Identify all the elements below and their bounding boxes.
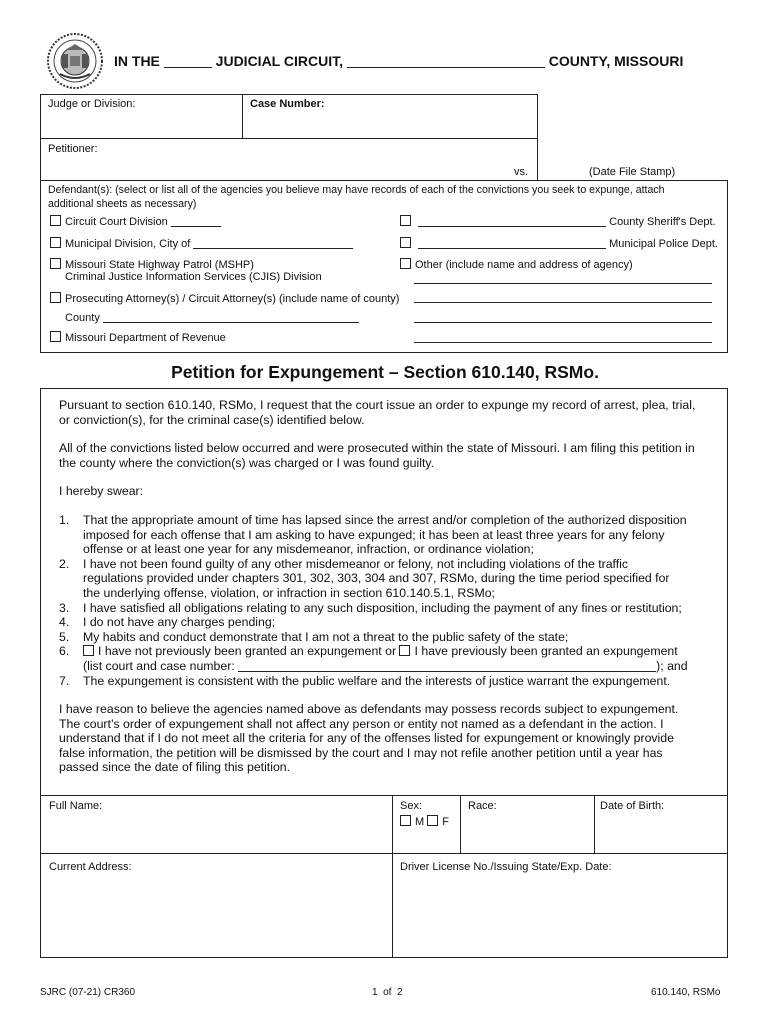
dob-label: Date of Birth: [600,800,665,812]
sex-options [400,815,449,828]
state-seal-icon [46,32,104,90]
item1-line3: offense or at least one year for any misdemeanor, infraction, or ordinance violation; [83,542,534,557]
sheriff-county-field[interactable] [418,215,606,227]
mshp-label: Missouri State Highway Patrol (MSHP) [65,259,254,271]
item6-option-b: I have previously been granted an expungement [414,644,678,659]
sheriff-label: County Sheriff's Dept. [609,216,716,228]
page-number: 1 of 2 [372,987,403,998]
item5-text: My habits and conduct demonstrate that I am not a threat to the public safety of the state; [83,629,569,644]
judge-division-label: Judge or Division: [48,98,136,110]
other-agency-line-3[interactable] [414,322,712,323]
other-agency-line-4[interactable] [414,342,712,343]
other-agency-line-2[interactable] [414,302,712,303]
prosecuting-checkbox[interactable] [50,292,61,303]
other-label: Other (include name and address of agency) [415,259,633,271]
not-previously-granted-checkbox[interactable] [83,645,94,656]
para1-line1: Pursuant to section 610.140, RSMo, I request that the court issue an order to expunge my record of arrest, plea, trial, [59,398,696,412]
para3-line4: false information, the petition will be dismissed by the court and I may not refile another petition until a year has [59,745,663,760]
county-field[interactable] [103,311,359,323]
para1-line2: or conviction(s), for the criminal case(s) identified below. [59,412,365,427]
swear-line: I hereby swear: [59,484,144,499]
case-number-label: Case Number: [250,98,325,110]
agency-county [65,311,359,324]
agency-circuit-court [50,215,221,228]
female-label: F [442,816,449,828]
form-id: SJRC (07-21) CR360 [40,987,136,998]
item1-line2: imposed for each offense that I am asking to have expunged; it has been at least three years for any felony [83,527,665,542]
petitioner-label: Petitioner: [48,143,98,155]
race-field[interactable] [468,816,588,848]
dob-field[interactable] [600,816,722,848]
agency-municipal-division [50,237,353,250]
para2-line2: the county where the conviction(s) was charged or I was found guilty. [59,455,435,470]
other-agency-line-1[interactable] [414,283,712,284]
driver-license-field[interactable] [400,878,722,952]
other-checkbox[interactable] [400,258,411,269]
defendants-label: Defendant(s): (select or list all of the agencies you believe may have records of each of the convictions you seek to expunge, attach [48,184,665,196]
header-judicial-circuit: JUDICIAL CIRCUIT, [215,53,343,69]
sex-male-checkbox[interactable] [400,815,411,826]
municipal-city-field[interactable] [193,237,353,249]
header-in-the: IN THE [114,53,160,69]
header-county-missouri: COUNTY, MISSOURI [548,53,684,69]
petition-body [59,398,724,775]
county-label: County [65,312,100,324]
circuit-court-label: Circuit Court Division [65,216,168,228]
agency-other [400,258,633,271]
sheriff-checkbox[interactable] [400,215,411,226]
item6-and-label: ); and [656,658,688,673]
list-item [59,557,724,601]
current-address-label: Current Address: [49,861,132,873]
circuit-number-field[interactable] [164,56,212,68]
prosecuting-label: Prosecuting Attorney(s) / Circuit Attorney(s) (include name of county) [65,293,400,305]
case-number-field[interactable] [250,112,532,136]
header-title [114,53,683,69]
defendants-label-cont: additional sheets as necessary) [48,198,197,210]
item6-list-court-label: (list court and case number: [83,658,235,673]
para3-line2: The court’s order of expungement shall not affect any person or entity not named as a defendant in the action. I [59,716,664,731]
circuit-court-division-field[interactable] [171,215,221,227]
para2-line1: All of the convictions listed below occurred and were prosecuted within the state of Missouri. I am filing this petition in [59,441,695,456]
item-number: 6. [59,644,70,659]
sex-label: Sex: [400,800,423,812]
sworn-items-list [59,513,724,688]
item4-text: I do not have any charges pending; [83,615,276,630]
full-name-label: Full Name: [49,800,103,812]
item-number: 2. [59,556,70,571]
petitioner-field[interactable] [48,157,518,177]
mshp-cjis-label: Criminal Justice Information Services (CJIS) Division [65,271,322,283]
item-number: 5. [59,629,70,644]
agency-police [400,237,718,250]
list-item [59,630,724,645]
list-item [59,601,724,616]
agency-prosecuting [50,292,399,305]
current-address-field[interactable] [48,878,386,952]
driver-license-label: Driver License No./Issuing State/Exp. Date: [400,861,612,873]
police-label: Municipal Police Dept. [609,238,718,250]
item2-line3: the underlying offense, violation, or infraction in section 610.140.5.1, RSMo; [83,585,495,600]
full-name-field[interactable] [48,816,386,848]
municipal-division-checkbox[interactable] [50,237,61,248]
mshp-checkbox[interactable] [50,258,61,269]
municipal-division-label: Municipal Division, City of [65,238,191,250]
item1-line1: That the appropriate amount of time has lapsed since the arrest and/or completion of the authorized disposition [83,512,687,527]
male-label: M [415,816,425,828]
list-item [59,513,724,557]
para3-line5: passed since the date of filing this petition. [59,760,291,775]
item6-option-a: I have not previously been granted an expungement or [98,644,397,659]
item2-line1: I have not been found guilty of any other misdemeanor or felony, not including violations of the traffic [83,556,629,571]
item-number: 3. [59,600,70,615]
circuit-court-checkbox[interactable] [50,215,61,226]
para3-line3: understand that if I do not meet all the criteria for any of the offenses listed for expungement or knowingly provide [59,731,674,746]
race-label: Race: [468,800,497,812]
list-item [59,615,724,630]
previously-granted-checkbox[interactable] [399,645,410,656]
vs-label: vs. [514,166,529,178]
police-municipality-field[interactable] [418,237,606,249]
item-number: 4. [59,615,70,630]
item-number: 1. [59,512,70,527]
prior-court-case-field[interactable] [238,660,656,672]
petition-title: Petition for Expungement – Section 610.140, RSMo. [171,362,599,382]
item-number: 7. [59,673,70,688]
revenue-checkbox[interactable] [50,331,61,342]
statute-ref: 610.140, RSMo [651,987,721,998]
county-name-field[interactable] [347,56,545,68]
list-item [59,644,724,673]
sex-female-checkbox[interactable] [427,815,438,826]
agency-mshp [50,258,254,271]
agency-revenue [50,331,226,344]
item3-text: I have satisfied all obligations relating to any such disposition, including the payment of any fines or restitution; [83,600,682,615]
item2-line2: regulations provided under chapters 301, 302, 303, 304 and 307, RSMo, during the time period specified for [83,571,670,586]
police-checkbox[interactable] [400,237,411,248]
list-item [59,674,724,689]
para3-line1: I have reason to believe the agencies named above as defendants may possess records subject to expungement. [59,702,679,717]
date-file-stamp-label: (Date File Stamp) [589,166,676,178]
agency-sheriff [400,215,716,228]
revenue-label: Missouri Department of Revenue [65,332,226,344]
item7-text: The expungement is consistent with the public welfare and the interests of justice warrant the expungement. [83,673,671,688]
